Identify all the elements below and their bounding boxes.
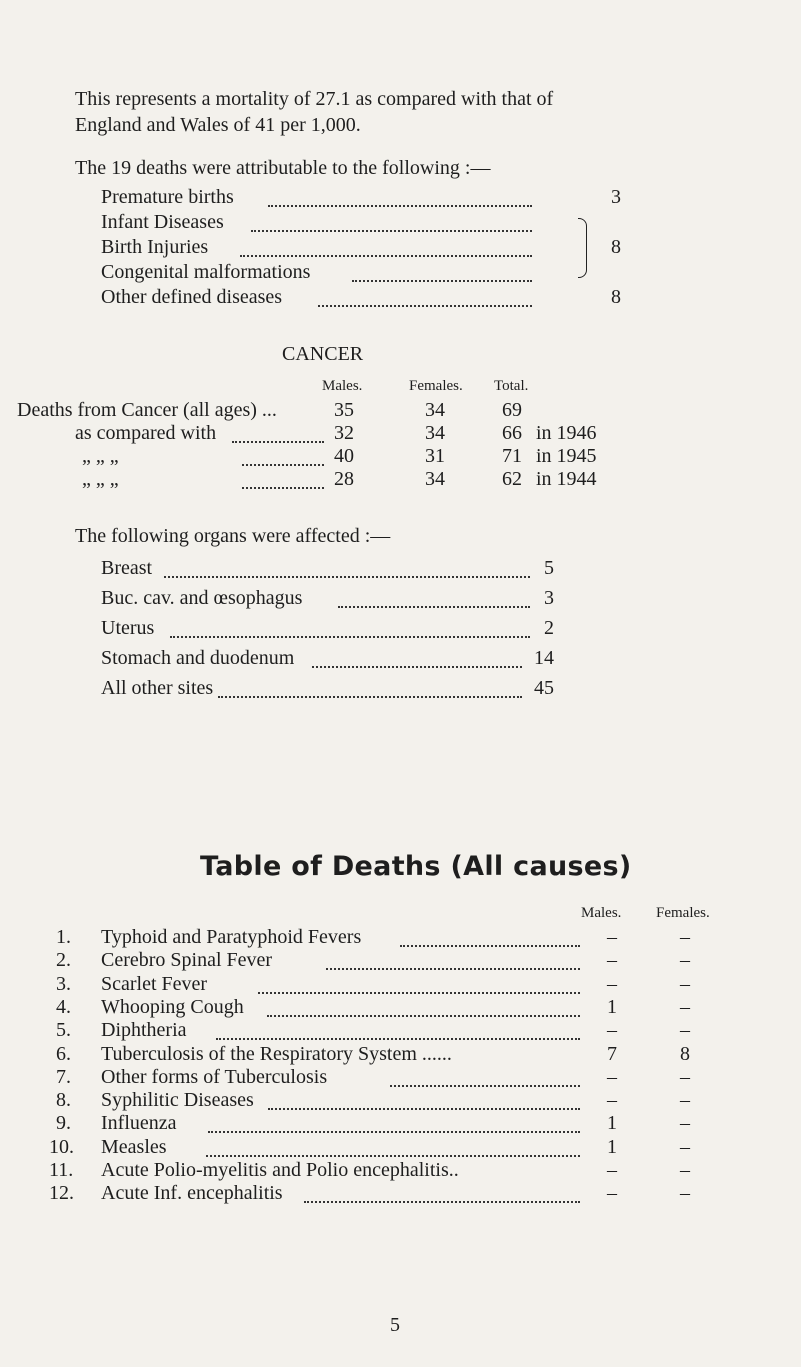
deaths-row-males: – — [607, 1159, 617, 1181]
deaths-row-cause: Syphilitic Diseases — [101, 1089, 254, 1111]
deaths-row-number: 5. — [56, 1019, 71, 1041]
dot-leader — [218, 696, 522, 698]
cancer-row-ditto: „ „ „ — [82, 445, 119, 467]
deaths-row-cause: Other forms of Tuberculosis — [101, 1066, 328, 1088]
deaths-row-males: 1 — [607, 996, 617, 1018]
deaths-row-males: 1 — [607, 1112, 617, 1134]
cancer-row-males: 35 — [334, 399, 354, 421]
dot-leader — [318, 305, 532, 307]
organs-heading: The following organs were affected :— — [75, 525, 391, 547]
dot-leader — [312, 666, 522, 668]
deaths-row-males: – — [607, 1182, 617, 1204]
deaths-row-cause: Measles — [101, 1136, 167, 1158]
dot-leader — [206, 1155, 580, 1157]
cancer-title: CANCER — [282, 343, 364, 365]
dot-leader — [258, 992, 580, 994]
cancer-row-males: 28 — [334, 468, 354, 490]
infant-item-label: Birth Injuries — [101, 236, 209, 258]
cancer-row-females: 34 — [425, 399, 445, 421]
dot-leader — [251, 230, 532, 232]
dot-leader — [390, 1085, 580, 1087]
organ-value: 5 — [544, 557, 554, 579]
infant-item-label: Congenital malformations — [101, 261, 311, 283]
deaths-row-females: – — [680, 1182, 690, 1204]
dot-leader — [400, 945, 580, 947]
cancer-row-males: 40 — [334, 445, 354, 467]
intro-line-1: This represents a mortality of 27.1 as compared with that of — [75, 88, 554, 110]
cancer-header-total: Total. — [494, 378, 529, 394]
organ-label: Breast — [101, 557, 153, 579]
deaths-row-females: – — [680, 949, 690, 971]
deaths-header-females: Females. — [656, 905, 710, 921]
dot-leader — [170, 636, 530, 638]
deaths-row-males: – — [607, 973, 617, 995]
deaths-row-females: – — [680, 1159, 690, 1181]
organ-label: Stomach and duodenum — [101, 647, 295, 669]
infant-item-label: Infant Diseases — [101, 211, 224, 233]
infant-item-value: 8 — [611, 286, 621, 308]
cancer-row-ditto: „ „ „ — [82, 468, 119, 490]
deaths-row-males: – — [607, 1066, 617, 1088]
deaths-table-title: Table of Deaths (All causes) — [200, 851, 632, 882]
dot-leader — [232, 441, 324, 443]
deaths-row-males: – — [607, 926, 617, 948]
dot-leader — [242, 464, 324, 466]
cancer-row-year: in 1945 — [536, 445, 597, 467]
organ-label: All other sites — [101, 677, 214, 699]
deaths-header-males: Males. — [581, 905, 622, 921]
deaths-row-cause: Typhoid and Paratyphoid Fevers — [101, 926, 362, 948]
grouping-brace — [578, 218, 587, 278]
deaths-row-females: – — [680, 1089, 690, 1111]
deaths-row-females: – — [680, 973, 690, 995]
cancer-row-males: 32 — [334, 422, 354, 444]
cancer-row-females: 34 — [425, 468, 445, 490]
deaths-row-number: 8. — [56, 1089, 71, 1111]
dot-leader — [208, 1131, 580, 1133]
deaths-row-cause: Cerebro Spinal Fever — [101, 949, 273, 971]
cancer-header-males: Males. — [322, 378, 363, 394]
organ-value: 3 — [544, 587, 554, 609]
infant-item-value: 8 — [611, 236, 621, 258]
cancer-row-label: as compared with — [75, 422, 217, 444]
intro-line-2: England and Wales of 41 per 1,000. — [75, 114, 361, 136]
dot-leader — [267, 1015, 580, 1017]
deaths-row-females: – — [680, 1019, 690, 1041]
cancer-header-females: Females. — [409, 378, 463, 394]
cancer-row-females: 31 — [425, 445, 445, 467]
cancer-row-total: 71 — [502, 445, 522, 467]
dot-leader — [268, 205, 532, 207]
organ-value: 45 — [534, 677, 554, 699]
infant-deaths-heading: The 19 deaths were attributable to the following :— — [75, 157, 491, 179]
deaths-row-number: 11. — [49, 1159, 74, 1181]
deaths-row-number: 4. — [56, 996, 71, 1018]
deaths-row-females: – — [680, 996, 690, 1018]
deaths-row-number: 7. — [56, 1066, 71, 1088]
infant-item-label: Premature births — [101, 186, 234, 208]
deaths-row-number: 1. — [56, 926, 71, 948]
dot-leader — [326, 968, 580, 970]
dot-leader — [268, 1108, 580, 1110]
organ-value: 14 — [534, 647, 554, 669]
dot-leader — [242, 487, 324, 489]
cancer-row-year: in 1946 — [536, 422, 597, 444]
dot-leader — [304, 1201, 580, 1203]
deaths-row-females: – — [680, 1112, 690, 1134]
cancer-row-total: 69 — [502, 399, 522, 421]
dot-leader — [352, 280, 532, 282]
cancer-row-total: 62 — [502, 468, 522, 490]
deaths-row-number: 2. — [56, 949, 71, 971]
dot-leader — [338, 606, 530, 608]
deaths-row-number: 6. — [56, 1043, 71, 1065]
organ-label: Uterus — [101, 617, 155, 639]
infant-item-label: Other defined diseases — [101, 286, 283, 308]
deaths-row-cause: Acute Inf. encephalitis — [101, 1182, 283, 1204]
deaths-row-females: – — [680, 926, 690, 948]
cancer-row-label: Deaths from Cancer (all ages) ... — [17, 399, 277, 421]
infant-item-value: 3 — [611, 186, 621, 208]
deaths-row-number: 12. — [49, 1182, 74, 1204]
deaths-row-number: 10. — [49, 1136, 74, 1158]
deaths-row-females: – — [680, 1066, 690, 1088]
deaths-row-males: – — [607, 949, 617, 971]
deaths-row-number: 3. — [56, 973, 71, 995]
deaths-row-cause: Tuberculosis of the Respiratory System ...... — [101, 1043, 452, 1065]
deaths-row-females: 8 — [680, 1043, 690, 1065]
dot-leader — [240, 255, 532, 257]
deaths-row-cause: Scarlet Fever — [101, 973, 208, 995]
deaths-row-females: – — [680, 1136, 690, 1158]
dot-leader — [216, 1038, 580, 1040]
deaths-row-cause: Whooping Cough — [101, 996, 244, 1018]
deaths-row-males: 7 — [607, 1043, 617, 1065]
deaths-row-males: – — [607, 1089, 617, 1111]
deaths-row-males: – — [607, 1019, 617, 1041]
deaths-row-cause: Diphtheria — [101, 1019, 187, 1041]
cancer-row-year: in 1944 — [536, 468, 597, 490]
cancer-row-females: 34 — [425, 422, 445, 444]
deaths-row-cause: Acute Polio-myelitis and Polio encephalitis.. — [101, 1159, 459, 1181]
organ-value: 2 — [544, 617, 554, 639]
deaths-row-cause: Influenza — [101, 1112, 177, 1134]
deaths-row-number: 9. — [56, 1112, 71, 1134]
dot-leader — [164, 576, 530, 578]
deaths-row-males: 1 — [607, 1136, 617, 1158]
organ-label: Buc. cav. and œsophagus — [101, 587, 303, 609]
page-number: 5 — [390, 1314, 400, 1336]
cancer-row-total: 66 — [502, 422, 522, 444]
